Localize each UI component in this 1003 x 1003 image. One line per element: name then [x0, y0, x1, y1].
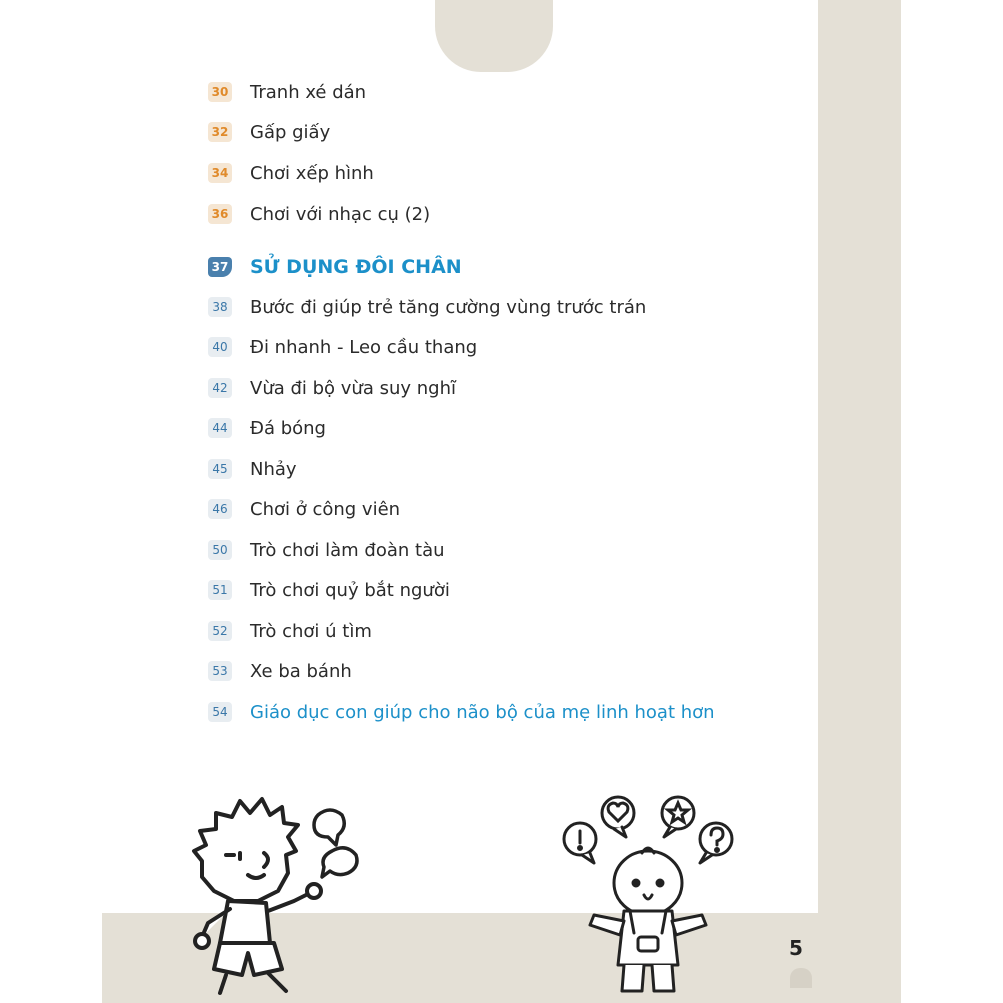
toc-title: Trò chơi ú tìm — [250, 620, 372, 642]
toc-item[interactable] — [208, 699, 768, 725]
toc-item[interactable] — [208, 160, 768, 186]
toc-item[interactable] — [208, 496, 768, 522]
toc-item[interactable] — [208, 79, 768, 105]
toc-page-number: 45 — [208, 459, 232, 479]
toc-page-number: 36 — [208, 204, 232, 224]
toc-page-number: 30 — [208, 82, 232, 102]
toc-page-number: 52 — [208, 621, 232, 641]
toc-item[interactable] — [208, 577, 768, 603]
toc-title: Nhảy — [250, 458, 297, 480]
curious-child-illustration — [560, 793, 740, 1003]
toc-page-number: 32 — [208, 122, 232, 142]
toc-item[interactable] — [208, 334, 768, 360]
toc-item[interactable] — [208, 375, 768, 401]
page-tab-mark — [790, 968, 812, 988]
bookmark-tab — [435, 0, 553, 72]
toc-title: Xe ba bánh — [250, 660, 352, 682]
toc-page-number: 54 — [208, 702, 232, 722]
toc-title: Vừa đi bộ vừa suy nghĩ — [250, 377, 456, 399]
speech-bubble-icon — [314, 810, 357, 877]
toc-page-number: 53 — [208, 661, 232, 681]
toc-item[interactable] — [208, 415, 768, 441]
toc-title: Đá bóng — [250, 417, 326, 439]
toc-title: Bước đi giúp trẻ tăng cường vùng trước trán — [250, 296, 647, 318]
toc-title: Trò chơi làm đoàn tàu — [250, 539, 445, 561]
toc-section-page-number: 37 — [208, 257, 232, 277]
toc-section-title: SỬ DỤNG ĐÔI CHÂN — [250, 256, 462, 278]
toc-title: Giáo dục con giúp cho não bộ của mẹ linh hoạt hơn — [250, 701, 715, 723]
toc-title: Chơi ở công viên — [250, 498, 401, 520]
toc-item[interactable] — [208, 456, 768, 482]
toc-page-number: 42 — [208, 378, 232, 398]
running-child-illustration — [190, 793, 390, 1003]
background-frame-right — [818, 0, 901, 1003]
toc-title: Gấp giấy — [250, 121, 331, 143]
toc-page-number: 51 — [208, 580, 232, 600]
toc-item[interactable] — [208, 658, 768, 684]
toc-item[interactable] — [208, 201, 768, 227]
toc-page-number: 40 — [208, 337, 232, 357]
toc-page-number: 34 — [208, 163, 232, 183]
toc-title: Trò chơi quỷ bắt người — [250, 579, 450, 601]
toc-item[interactable] — [208, 537, 768, 563]
toc-item[interactable] — [208, 294, 768, 320]
toc-page-number: 44 — [208, 418, 232, 438]
toc-page-number: 50 — [208, 540, 232, 560]
toc-section-heading[interactable] — [208, 254, 768, 280]
toc-page-number: 46 — [208, 499, 232, 519]
toc-item[interactable] — [208, 618, 768, 644]
toc-title: Tranh xé dán — [250, 81, 367, 103]
heart-icon — [602, 797, 634, 837]
toc-title: Chơi với nhạc cụ (2) — [250, 203, 431, 225]
toc-title: Đi nhanh - Leo cầu thang — [250, 336, 478, 358]
toc-page-number: 38 — [208, 297, 232, 317]
toc-title: Chơi xếp hình — [250, 162, 374, 184]
page-number: 5 — [789, 936, 803, 960]
toc-item[interactable] — [208, 119, 768, 145]
